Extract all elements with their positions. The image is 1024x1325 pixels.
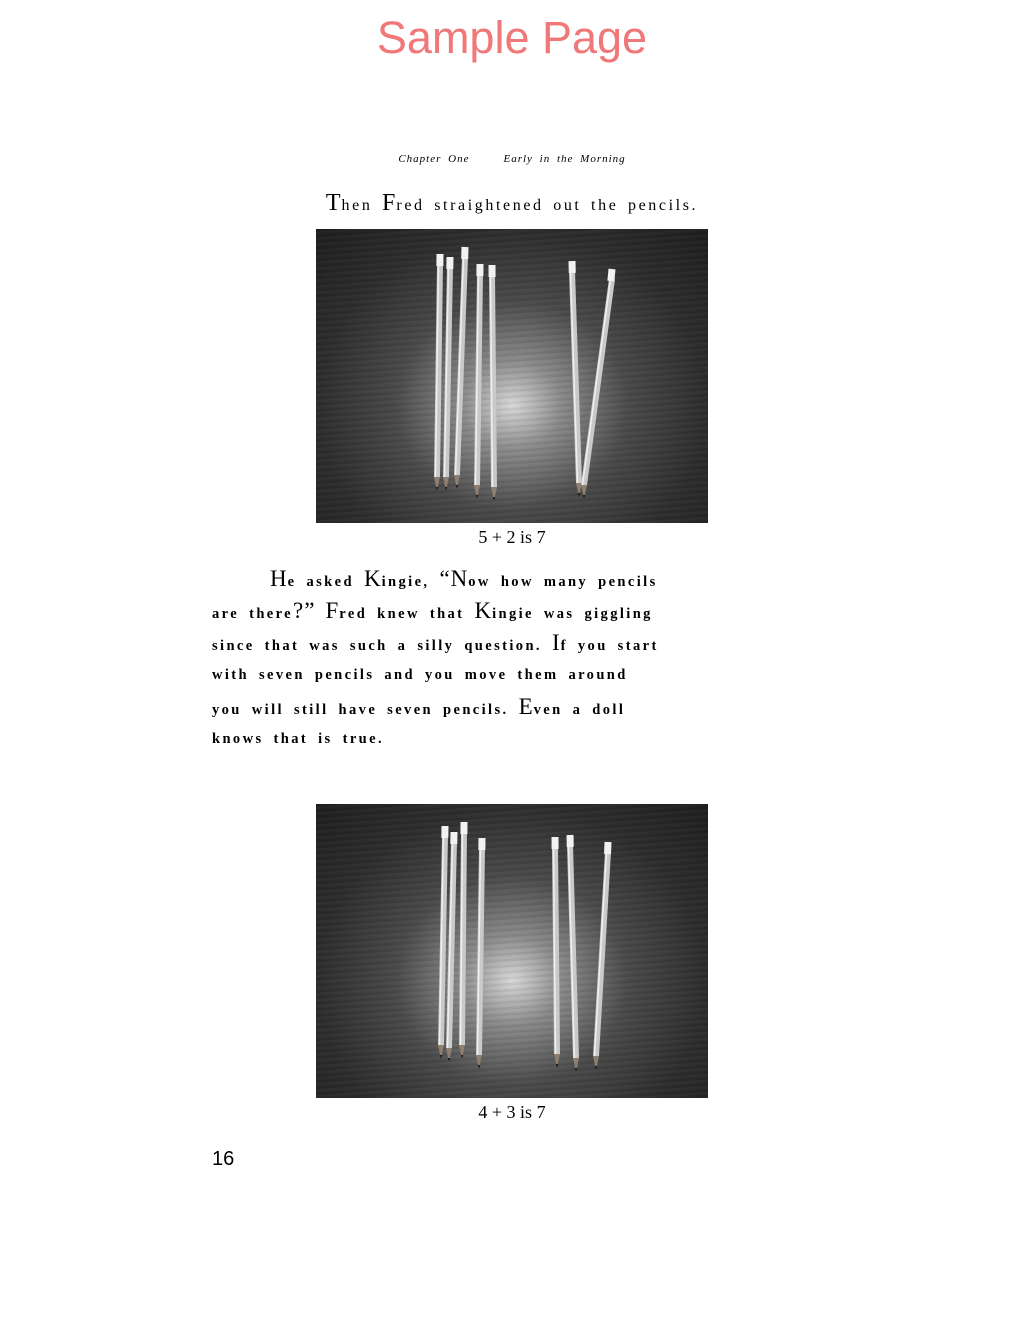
pencil — [593, 842, 608, 1070]
pencil — [569, 835, 580, 1072]
pencil — [434, 254, 440, 491]
chapter-label: Chapter One — [398, 153, 470, 165]
pencils-illustration-1 — [316, 229, 708, 523]
enlarged-capital: F — [325, 598, 340, 623]
paragraph-text: knows that is true. — [212, 731, 384, 747]
paragraph-line — [212, 659, 822, 691]
paragraph-text: f you start — [560, 638, 659, 654]
story-paragraph — [212, 563, 822, 755]
paragraph-text: you will still have seven pencils. — [212, 702, 519, 718]
enlarged-capital: H — [270, 566, 288, 591]
pencil — [491, 265, 498, 501]
pencil — [459, 822, 465, 1059]
paragraph-text: ow how many pencils — [468, 574, 658, 590]
enlarged-capital: “N — [439, 566, 469, 591]
pencils-photo-1 — [316, 229, 708, 523]
paragraph-line — [212, 563, 822, 595]
enlarged-capital: I — [551, 630, 561, 655]
pencil — [554, 837, 561, 1068]
figure-caption-1: 5 + 2 is 7 — [478, 527, 546, 547]
pencil — [454, 247, 465, 489]
enlarged-capital: K — [474, 598, 493, 623]
intro-text-1: hen — [341, 197, 383, 214]
paragraph-text: ingie, — [381, 574, 440, 590]
intro-sentence — [0, 190, 1024, 217]
pencil — [571, 261, 583, 497]
paragraph-line — [212, 691, 822, 723]
intro-cap-1: T — [325, 190, 342, 216]
paragraph-text: e asked — [287, 574, 364, 590]
paragraph-text: ven a doll — [533, 702, 626, 718]
enlarged-capital: E — [518, 694, 534, 719]
enlarged-capital: ?” — [293, 598, 316, 623]
page-number: 16 — [212, 1148, 235, 1170]
running-head — [0, 153, 1024, 165]
pencil — [474, 264, 480, 499]
pencils-photo-2 — [316, 804, 708, 1098]
paragraph-line — [212, 627, 822, 659]
pencil — [581, 269, 612, 499]
figure-caption-2: 4 + 3 is 7 — [478, 1102, 546, 1122]
paragraph-text: are there — [212, 606, 294, 622]
paragraph-text: since that was such a silly question. — [212, 638, 552, 654]
intro-cap-2: F — [382, 190, 397, 216]
intro-text-2: red straightened out the pencils. — [396, 197, 699, 214]
pencil — [443, 257, 450, 491]
enlarged-capital: K — [363, 566, 382, 591]
pencil — [438, 826, 445, 1059]
pencil — [476, 838, 482, 1069]
sample-watermark: Sample Page — [376, 12, 648, 63]
paragraph-text: red knew that — [339, 606, 475, 622]
paragraph-line — [212, 723, 822, 755]
chapter-title: Early in the Morning — [503, 153, 626, 165]
paragraph-text — [315, 606, 325, 622]
paragraph-text: ingie was giggling — [492, 606, 653, 622]
paragraph-line — [212, 595, 822, 627]
paragraph-text: with seven pencils and you move them around — [212, 667, 628, 683]
pencils-illustration-2 — [316, 804, 708, 1098]
